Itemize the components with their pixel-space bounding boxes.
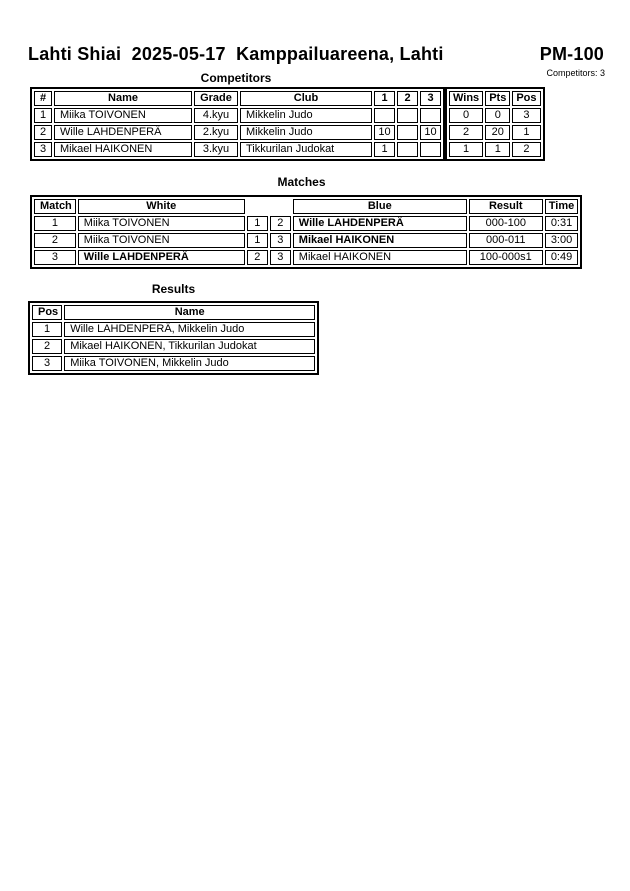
column-spacer xyxy=(270,199,291,214)
col-pts: Pts xyxy=(485,91,510,106)
standings-row xyxy=(449,108,541,123)
report-header xyxy=(28,44,604,65)
results-section-heading: Results xyxy=(151,282,196,296)
match-number: 3 xyxy=(34,250,76,265)
white-competitor: Wille LAHDENPERÄ xyxy=(78,250,245,265)
competitor-row xyxy=(34,125,441,140)
match-result: 000-100 xyxy=(469,216,543,231)
competitors-table xyxy=(30,87,445,161)
col-opponent-1: 1 xyxy=(374,91,395,106)
result-row xyxy=(32,339,315,354)
competitor-number: 3 xyxy=(34,142,52,157)
col-wins: Wins xyxy=(449,91,483,106)
competitor-grade: 2.kyu xyxy=(194,125,238,140)
match-row xyxy=(34,250,578,265)
matches-header-row xyxy=(34,199,578,214)
result-pos: 2 xyxy=(32,339,62,354)
competitors-tables xyxy=(30,87,545,161)
match-result: 000-011 xyxy=(469,233,543,248)
col-match: Match xyxy=(34,199,76,214)
score-vs-2 xyxy=(397,125,418,140)
competitor-number: 2 xyxy=(34,125,52,140)
col-name: Name xyxy=(54,91,192,106)
results-table xyxy=(28,301,319,375)
col-number: # xyxy=(34,91,52,106)
result-pos: 1 xyxy=(32,322,62,337)
result-name: Wille LAHDENPERÄ, Mikkelin Judo xyxy=(64,322,315,337)
wins-value: 1 xyxy=(449,142,483,157)
score-vs-3: 10 xyxy=(420,125,441,140)
competitor-number: 1 xyxy=(34,108,52,123)
match-number: 1 xyxy=(34,216,76,231)
col-result-name: Name xyxy=(64,305,315,320)
standings-row xyxy=(449,142,541,157)
match-number: 2 xyxy=(34,233,76,248)
col-opponent-3: 3 xyxy=(420,91,441,106)
col-result-pos: Pos xyxy=(32,305,62,320)
score-vs-1 xyxy=(374,108,395,123)
results-header-row xyxy=(32,305,315,320)
result-name: Miika TOIVONEN, Mikkelin Judo xyxy=(64,356,315,371)
match-time: 0:49 xyxy=(545,250,578,265)
col-time: Time xyxy=(545,199,578,214)
pos-value: 3 xyxy=(512,108,540,123)
result-row xyxy=(32,322,315,337)
white-competitor: Miika TOIVONEN xyxy=(78,216,245,231)
wins-value: 0 xyxy=(449,108,483,123)
competitor-club: Mikkelin Judo xyxy=(240,125,372,140)
col-opponent-2: 2 xyxy=(397,91,418,106)
col-grade: Grade xyxy=(194,91,238,106)
score-vs-3 xyxy=(420,142,441,157)
competitors-header-row xyxy=(34,91,441,106)
blue-number: 3 xyxy=(270,250,291,265)
col-blue: Blue xyxy=(293,199,467,214)
competitor-name: Wille LAHDENPERÄ xyxy=(54,125,192,140)
white-competitor: Miika TOIVONEN xyxy=(78,233,245,248)
standings-table xyxy=(445,87,545,161)
white-number: 1 xyxy=(247,233,268,248)
match-row xyxy=(34,233,578,248)
blue-competitor: Mikael HAIKONEN xyxy=(293,250,467,265)
result-name: Mikael HAIKONEN, Tikkurilan Judokat xyxy=(64,339,315,354)
blue-number: 3 xyxy=(270,233,291,248)
competitors-count: Competitors: 3 xyxy=(546,68,605,78)
pos-value: 1 xyxy=(512,125,540,140)
score-vs-1: 10 xyxy=(374,125,395,140)
category-code: PM-100 xyxy=(539,44,604,64)
standings-row xyxy=(449,125,541,140)
col-white: White xyxy=(78,199,245,214)
score-vs-3 xyxy=(420,108,441,123)
white-number: 2 xyxy=(247,250,268,265)
competitor-row xyxy=(34,142,441,157)
pos-value: 2 xyxy=(512,142,540,157)
competitor-grade: 4.kyu xyxy=(194,108,238,123)
competitor-grade: 3.kyu xyxy=(194,142,238,157)
matches-section-heading: Matches xyxy=(277,175,326,189)
competitor-row xyxy=(34,108,441,123)
col-result: Result xyxy=(469,199,543,214)
match-result: 100-000s1 xyxy=(469,250,543,265)
result-row xyxy=(32,356,315,371)
competitor-name: Miika TOIVONEN xyxy=(54,108,192,123)
col-club: Club xyxy=(240,91,372,106)
score-vs-2 xyxy=(397,142,418,157)
blue-competitor: Mikael HAIKONEN xyxy=(293,233,467,248)
competitor-club: Tikkurilan Judokat xyxy=(240,142,372,157)
score-vs-2 xyxy=(397,108,418,123)
competitors-section-heading: Competitors xyxy=(200,71,272,85)
score-vs-1: 1 xyxy=(374,142,395,157)
tournament-title: Lahti Shiai 2025-05-17 Kamppailuareena, Lahti xyxy=(28,44,444,64)
blue-number: 2 xyxy=(270,216,291,231)
col-pos: Pos xyxy=(512,91,540,106)
match-time: 0:31 xyxy=(545,216,578,231)
pts-value: 0 xyxy=(485,108,510,123)
blue-competitor: Wille LAHDENPERÄ xyxy=(293,216,467,231)
competitor-name: Mikael HAIKONEN xyxy=(54,142,192,157)
competitor-club: Mikkelin Judo xyxy=(240,108,372,123)
matches-table xyxy=(30,195,582,269)
white-number: 1 xyxy=(247,216,268,231)
match-time: 3:00 xyxy=(545,233,578,248)
wins-value: 2 xyxy=(449,125,483,140)
pts-value: 20 xyxy=(485,125,510,140)
result-pos: 3 xyxy=(32,356,62,371)
column-spacer xyxy=(247,199,268,214)
standings-header-row xyxy=(449,91,541,106)
pts-value: 1 xyxy=(485,142,510,157)
match-row xyxy=(34,216,578,231)
